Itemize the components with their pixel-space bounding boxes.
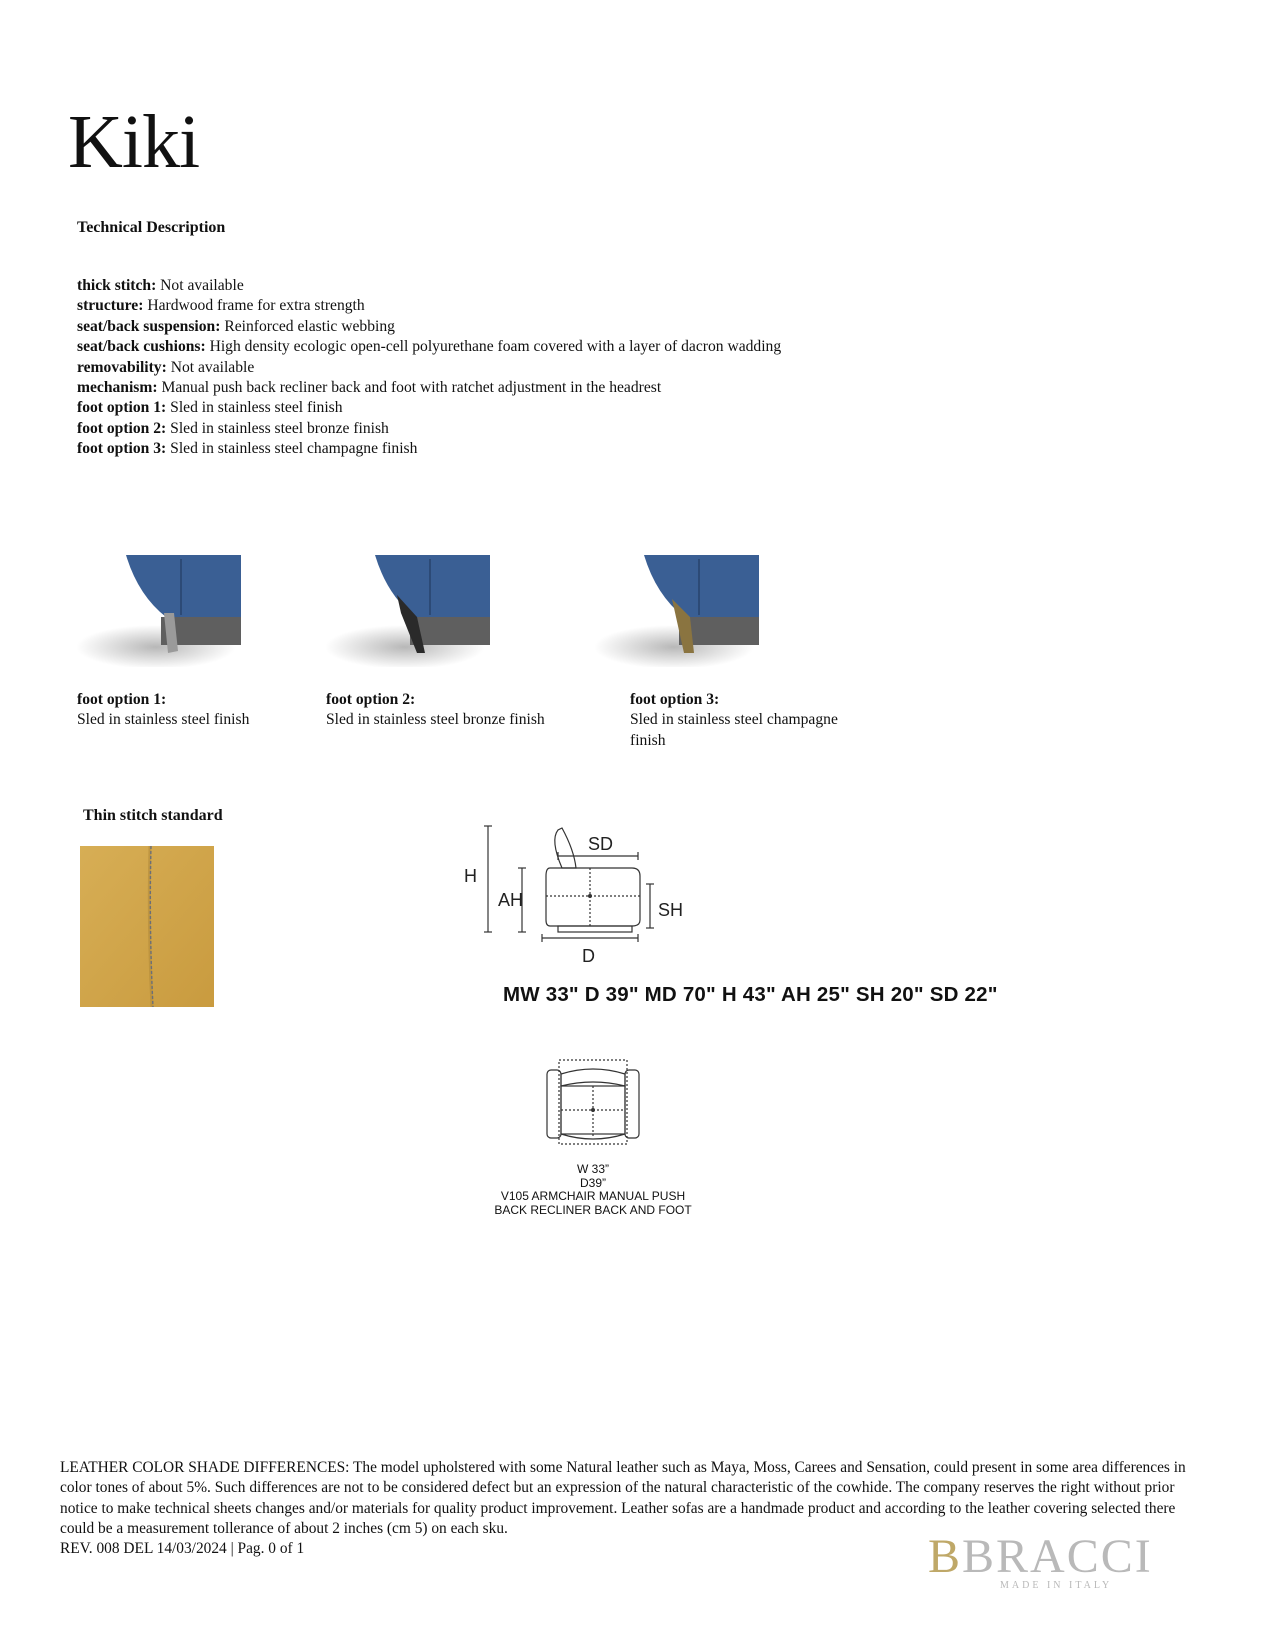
thin-stitch-heading: Thin stitch standard: [83, 807, 223, 824]
model-width: W 33”: [576, 1162, 609, 1176]
spec-list: [77, 276, 781, 460]
spec-label: foot option 2:: [77, 419, 167, 437]
spec-label: removability:: [77, 358, 167, 376]
foot-option-text: Sled in stainless steel bronze finish: [326, 711, 545, 729]
model-caption: [470, 1163, 716, 1217]
foot-option-3-image: [594, 555, 764, 667]
foot-option-label: foot option 2:: [326, 691, 416, 708]
foot-option-text: Sled in stainless steel finish: [77, 711, 250, 729]
spec-label: thick stitch:: [77, 277, 157, 294]
spec-row: [77, 419, 781, 439]
foot-option-label: foot option 3:: [630, 691, 720, 708]
d-label: D: [582, 946, 595, 966]
spec-value: Reinforced elastic webbing: [224, 317, 395, 335]
revision-info: REV. 008 DEL 14/03/2024 | Pag. 0 of 1: [60, 1540, 305, 1557]
top-view-diagram: [545, 1058, 641, 1150]
spec-row: [77, 358, 781, 378]
spec-row: [77, 317, 781, 337]
model-name-line-1: V105 ARMCHAIR MANUAL PUSH: [500, 1189, 686, 1204]
dimensions-line: MW 33" D 39" MD 70" H 43" AH 25" SH 20" SD 22": [503, 983, 998, 1006]
spec-row: [77, 439, 781, 459]
leather-disclaimer: LEATHER COLOR SHADE DIFFERENCES: The model upholstered with some Natural leather such as Maya, Moss, Carees and Sensation, could present in some area differences in color tones of about 5%. Such differences are not to be considered defect but an expression of the natural characteristic of the cowhide. The company reserves the right without prior notice to make technical sheets changes and/or materials for quality product improvement. Leather sofas are a handmade product and according to the leather covering selected there could be a measurement tollerance of about 2 inches (cm 5) on each sku.: [60, 1459, 1186, 1538]
foot-option-2-image: [325, 555, 495, 667]
spec-label: foot option 1:: [77, 399, 167, 417]
h-label: H: [464, 866, 477, 886]
spec-label: structure:: [77, 297, 144, 315]
foot-option-1-image: [76, 555, 246, 667]
spec-row: [77, 378, 781, 398]
bracci-logo: [928, 1528, 1198, 1590]
foot-option-label: foot option 1:: [77, 691, 167, 708]
foot-option-2-caption: [326, 690, 586, 731]
model-name-line-2: BACK RECLINER BACK AND FOOT: [494, 1202, 692, 1217]
spec-label: seat/back suspension:: [77, 317, 221, 335]
model-depth: D39”: [579, 1175, 606, 1190]
spec-value: Manual push back recliner back and foot with ratchet adjustment in the headrest: [161, 379, 662, 397]
spec-row: [77, 398, 781, 418]
logo-mark: B: [928, 1530, 961, 1583]
ah-label: AH: [498, 890, 524, 910]
spec-value: Not available: [170, 358, 255, 376]
sd-label: SD: [588, 834, 614, 854]
spec-value: Sled in stainless steel champagne finish: [170, 440, 418, 458]
spec-label: mechanism:: [77, 379, 158, 397]
side-dimension-diagram: [462, 818, 702, 968]
spec-value: Sled in stainless steel finish: [170, 399, 343, 417]
spec-value: Hardwood frame for extra strength: [147, 297, 365, 315]
page-title: Kiki: [68, 100, 200, 184]
foot-option-text: Sled in stainless steel champagne finish: [630, 711, 838, 749]
technical-description-heading: Technical Description: [77, 219, 226, 236]
spec-value: High density ecologic open-cell polyurethane foam covered with a layer of dacron wadding: [209, 338, 782, 356]
foot-option-1-caption: [77, 690, 277, 731]
spec-row: [77, 296, 781, 316]
logo-name: BRACCI: [962, 1530, 1153, 1583]
spec-value: Not available: [160, 277, 244, 294]
foot-option-3-caption: [630, 690, 865, 751]
spec-label: seat/back cushions:: [77, 338, 206, 356]
thin-stitch-swatch: [80, 846, 214, 1007]
spec-value: Sled in stainless steel bronze finish: [170, 419, 389, 437]
sh-label: SH: [658, 900, 684, 920]
spec-row: [77, 276, 781, 296]
spec-label: foot option 3:: [77, 440, 167, 458]
spec-row: [77, 337, 781, 357]
logo-tagline: MADE IN ITALY: [1000, 1580, 1113, 1590]
